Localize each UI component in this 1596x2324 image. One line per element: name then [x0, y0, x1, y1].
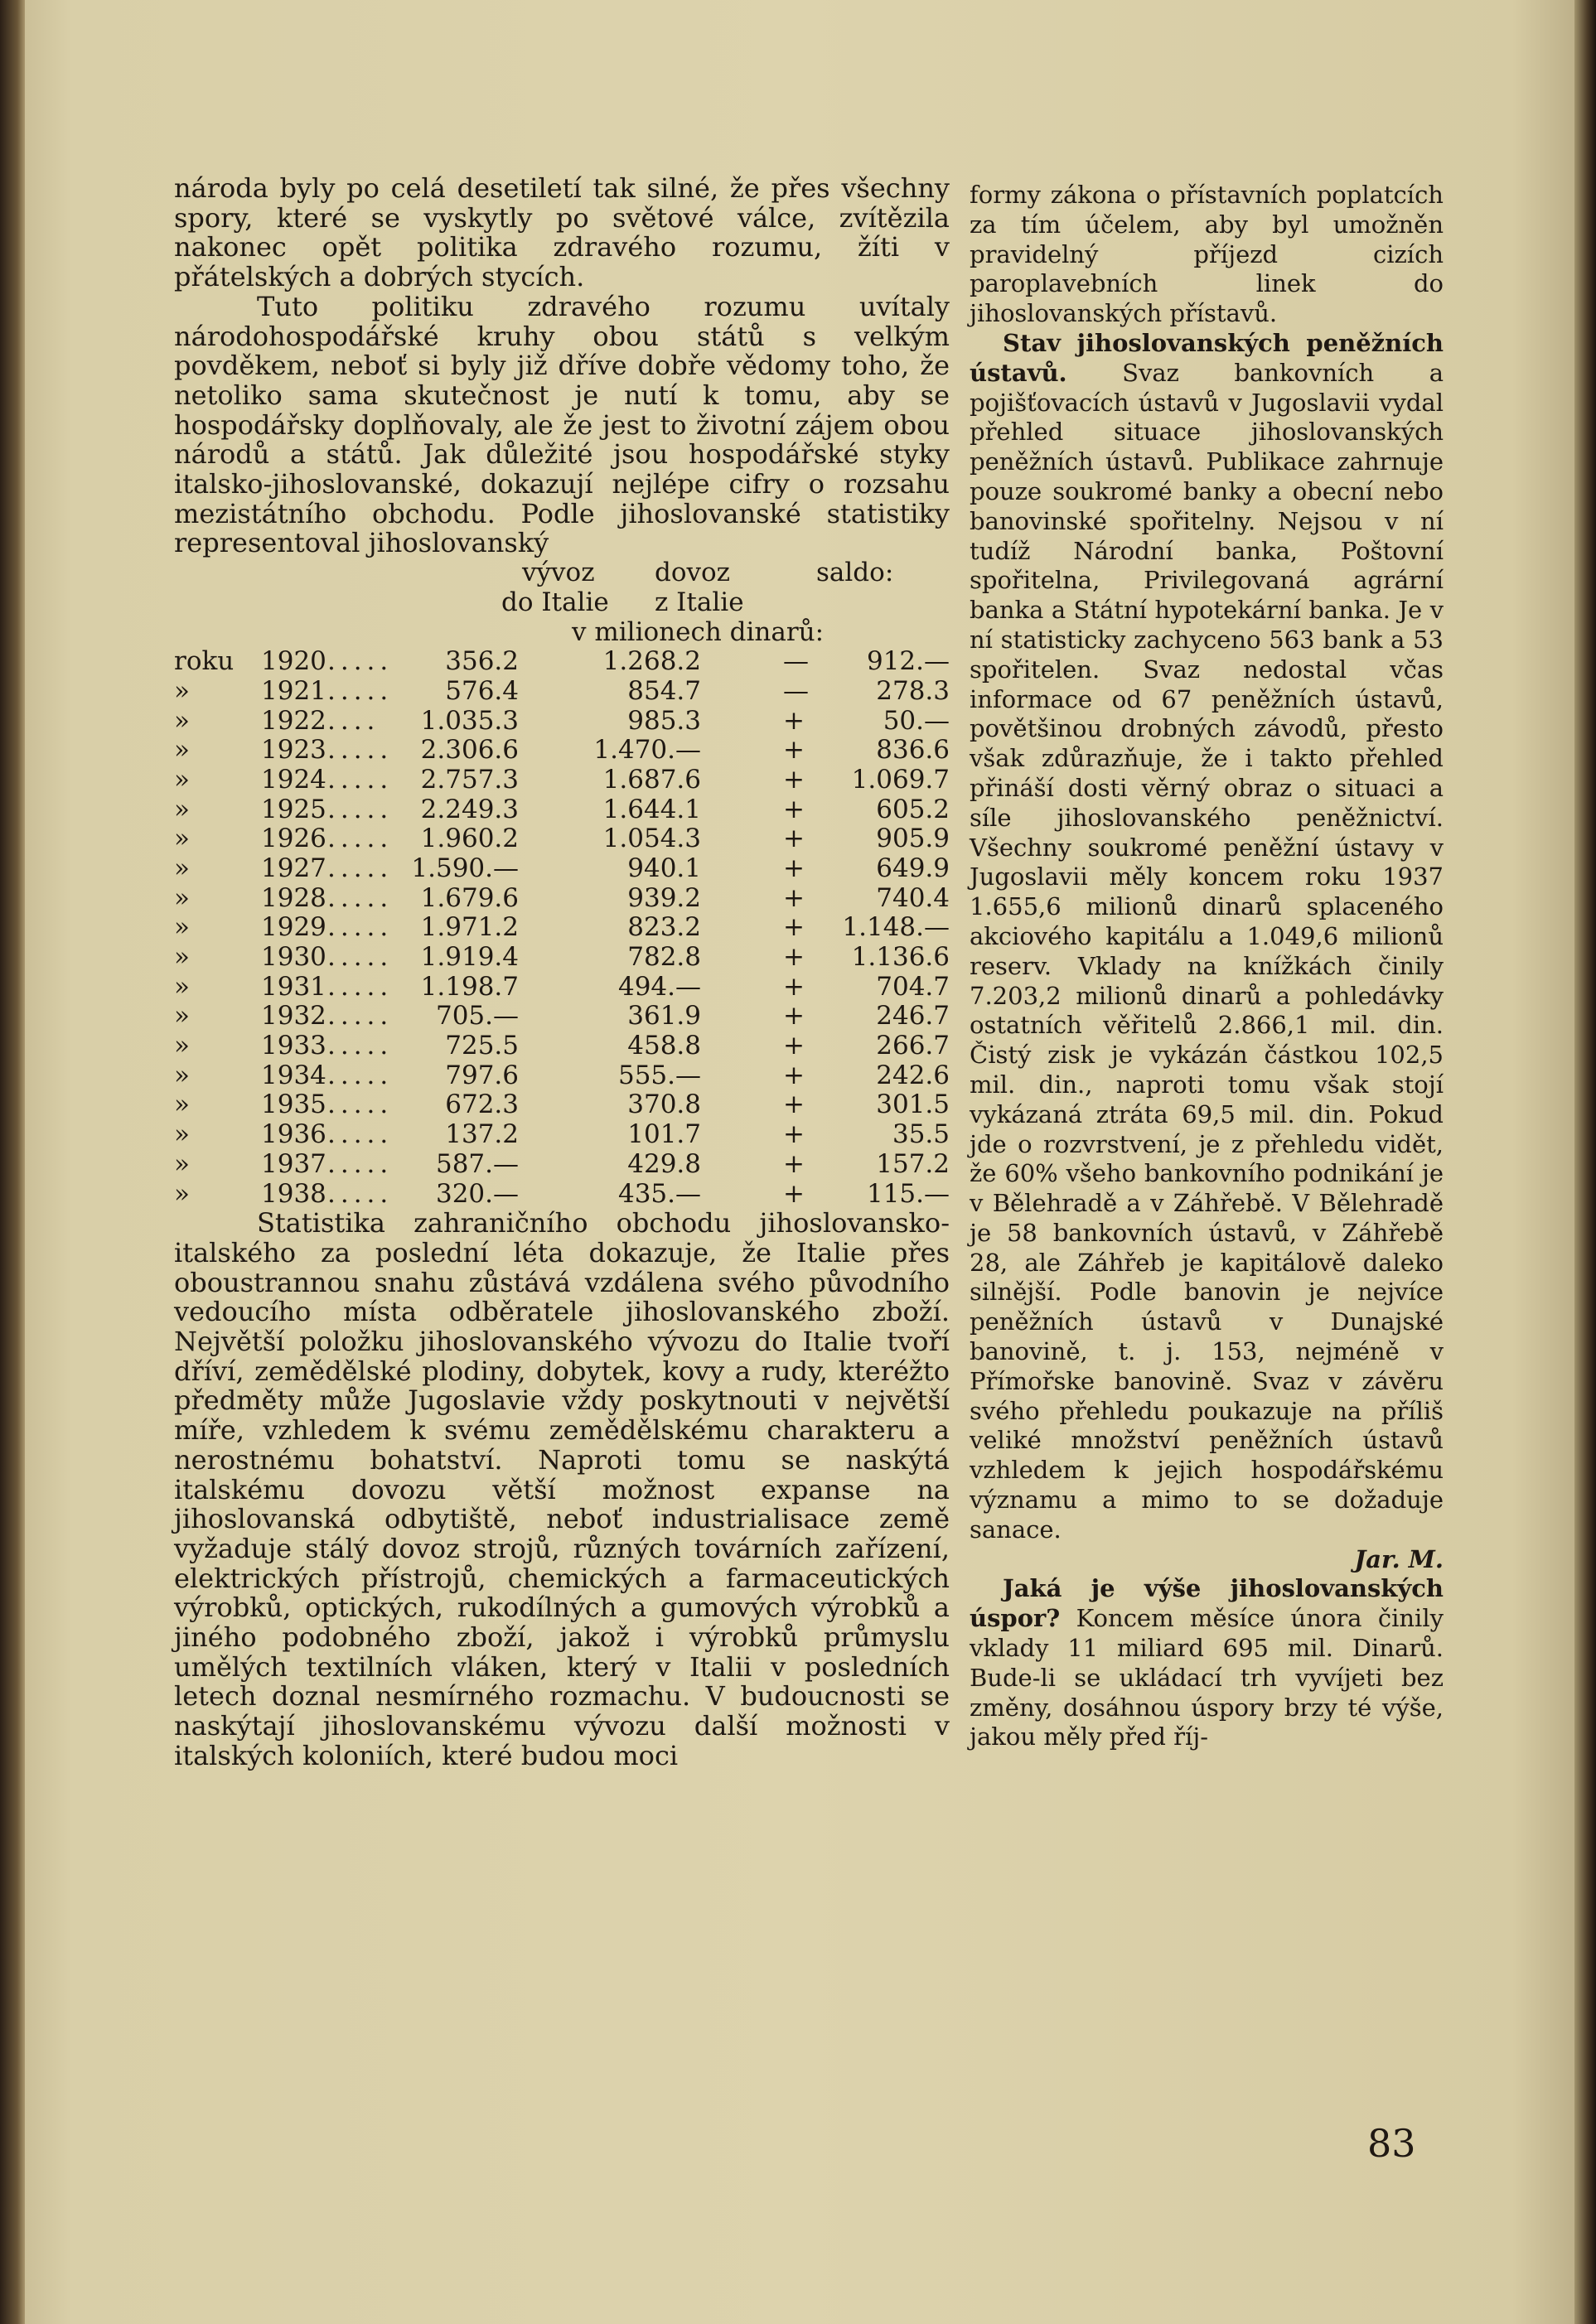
row-export-value: 356.2: [445, 646, 519, 677]
row-import-value: 458.8: [627, 1031, 701, 1061]
row-leader-dots: .....: [327, 853, 394, 883]
row-prefix: »: [174, 1119, 190, 1150]
row-saldo-sign: +: [783, 912, 805, 943]
row-year: 1932: [261, 1001, 326, 1032]
row-saldo-sign: +: [783, 1060, 805, 1090]
row-year: 1931: [261, 971, 326, 1002]
row-prefix: »: [174, 1178, 190, 1209]
row-saldo-sign: —: [783, 675, 809, 706]
trade-table-body: [174, 647, 950, 1209]
row-prefix: »: [174, 853, 190, 883]
row-leader-dots: .....: [327, 794, 394, 824]
row-saldo-sign: +: [783, 1090, 805, 1120]
row-year: 1938: [261, 1178, 326, 1209]
row-prefix: »: [174, 675, 190, 706]
row-saldo-sign: —: [783, 646, 809, 677]
book-page: [25, 0, 1574, 2324]
trade-table-row: [174, 677, 950, 707]
trade-table-row: [174, 795, 950, 825]
row-import-value: 1.470.—: [593, 735, 701, 766]
trade-table-row: [174, 1090, 950, 1120]
row-prefix: »: [174, 882, 190, 913]
row-prefix: »: [174, 735, 190, 766]
row-import-value: 435.—: [617, 1178, 701, 1209]
row-leader-dots: .....: [327, 764, 394, 795]
row-year: 1933: [261, 1031, 326, 1061]
row-saldo-sign: +: [783, 794, 805, 824]
trade-table-row: [174, 854, 950, 884]
row-year: 1924: [261, 764, 326, 795]
row-import-value: 101.7: [627, 1119, 701, 1150]
row-import-value: 1.268.2: [602, 646, 701, 677]
row-saldo-value: 115.—: [866, 1178, 950, 1209]
row-year: 1935: [261, 1090, 326, 1120]
row-prefix: »: [174, 1060, 190, 1090]
trade-table-row: [174, 884, 950, 914]
row-prefix: »: [174, 1031, 190, 1061]
row-prefix: »: [174, 971, 190, 1002]
trade-table-row: [174, 736, 950, 766]
row-prefix: »: [174, 705, 190, 736]
row-saldo-value: 35.5: [892, 1119, 950, 1150]
header-export-line2: do Italie: [501, 587, 609, 618]
book-spine-shadow: [0, 0, 25, 2324]
row-year: 1922: [261, 705, 326, 736]
row-import-value: 782.8: [627, 942, 701, 973]
row-prefix: »: [174, 1148, 190, 1179]
row-saldo-value: 301.5: [876, 1090, 950, 1120]
header-import-line2: z Italie: [655, 587, 744, 618]
row-import-value: 940.1: [627, 853, 701, 883]
trade-table-row: [174, 1120, 950, 1150]
page-edge-shadow: [1574, 0, 1596, 2324]
right-paragraph-3-body: Koncem měsíce února činily vklady 11 miliard 695 mil. Dinarů. Bude-li se ukládací trh vyvíjeti bez změny, dosáhnou úspory brzy té výše, jakou měly před říj-: [970, 1604, 1444, 1751]
row-saldo-value: 836.6: [876, 735, 950, 766]
row-saldo-sign: +: [783, 942, 805, 973]
row-export-value: 1.590.—: [411, 853, 519, 883]
row-leader-dots: .....: [327, 1090, 394, 1120]
row-export-value: 1.198.7: [420, 971, 519, 1002]
right-paragraph-2-body: Svaz bankovních a pojišťovacích ústavů v Jugoslavii vydal přehled situace jihoslovanských peněžních ústavů. Publikace zahrnuje pouze soukromé banky a obecní nebo banovinské spořitelny. Nejsou v ní tudíž Národní banka, Poštovní spořitelna, Privilegovaná agrární banka a Státní hypotekární banka. Je v ní statisticky zachyceno 563 bank a 53 spořitelen. Svaz nedostal včas informace od 67 peněžních ústavů, povětšinou drobných závodů, přesto však zdůrazňuje, že i takto přehled přináší dosti věrný obraz o situaci a síle jihoslovanského peněžnictví. Všechny soukromé peněžní ústavy v Jugoslavii měly koncem roku 1937 1.655,6 milionů dinarů splaceného akciového kapitálu a 1.049,6 milionů reserv. Vklady na knížkách činily 7.203,2 milionů dinarů a pohledávky ostatních věřitelů 2.866,1 mil. din. Čistý zisk je vykázán částkou 102,5 mil. din., naproti tomu však stojí vykázaná ztráta 69,5 mil. din. Pokud jde o rozvrstvení, je z přehledu vidět, že 60% všeho bankovního podnikání je v Bělehradě a v Záhřebě. V Bělehradě je 58 bankovních ústavů, v Záhřebě 28, ale Záhřeb je kapitálově daleko silnější. Podle banovin je nejvíce peněžních ústavů v Dunajské banovině, t. j. 153, nejméně v Přímořske banovině. Svaz v závěru svého přehledu poukazuje na příliš veliké množství peněžních ústavů vzhledem k jejich hospodářskému významu a mimo to se dožaduje sanace.: [970, 358, 1444, 1544]
right-column: [970, 181, 1444, 1752]
row-export-value: 705.—: [435, 1001, 519, 1032]
row-import-value: 1.644.1: [602, 794, 701, 824]
row-leader-dots: .....: [327, 1148, 394, 1179]
row-leader-dots: .....: [327, 735, 394, 766]
trade-table-row: [174, 1180, 950, 1210]
row-import-value: 823.2: [627, 912, 701, 943]
trade-table: [174, 558, 950, 1209]
row-year: 1937: [261, 1148, 326, 1179]
page-number: 83: [1367, 2121, 1416, 2166]
row-saldo-value: 912.—: [866, 646, 950, 677]
trade-table-row: [174, 913, 950, 943]
row-saldo-value: 157.2: [876, 1148, 950, 1179]
row-export-value: 576.4: [445, 675, 519, 706]
row-saldo-sign: +: [783, 705, 805, 736]
header-unit: v milionech dinarů:: [572, 617, 825, 648]
row-leader-dots: .....: [327, 1060, 394, 1090]
row-saldo-value: 649.9: [876, 853, 950, 883]
row-import-value: 939.2: [627, 882, 701, 913]
row-saldo-value: 246.7: [876, 1001, 950, 1032]
row-year: 1929: [261, 912, 326, 943]
row-saldo-value: 1.069.7: [851, 764, 950, 795]
author-signature: Jar. M.: [1354, 1544, 1444, 1573]
row-year: 1927: [261, 853, 326, 883]
row-prefix: »: [174, 764, 190, 795]
row-saldo-value: 704.7: [876, 971, 950, 1002]
row-year: 1926: [261, 824, 326, 854]
row-year: 1928: [261, 882, 326, 913]
trade-table-row: [174, 1002, 950, 1032]
row-leader-dots: .....: [327, 675, 394, 706]
row-saldo-value: 50.—: [883, 705, 950, 736]
row-saldo-value: 740.4: [876, 882, 950, 913]
row-export-value: 2.757.3: [420, 764, 519, 795]
row-leader-dots: .....: [327, 1031, 394, 1061]
row-leader-dots: .....: [327, 912, 394, 943]
trade-table-row: [174, 943, 950, 973]
row-prefix: »: [174, 912, 190, 943]
row-export-value: 137.2: [445, 1119, 519, 1150]
row-year: 1923: [261, 735, 326, 766]
row-leader-dots: .....: [327, 971, 394, 1002]
row-leader-dots: .....: [327, 942, 394, 973]
row-export-value: 320.—: [435, 1178, 519, 1209]
row-prefix: »: [174, 1090, 190, 1120]
row-year: 1930: [261, 942, 326, 973]
row-export-value: 1.919.4: [420, 942, 519, 973]
row-leader-dots: .....: [327, 824, 394, 854]
row-leader-dots: .....: [327, 1001, 394, 1032]
row-import-value: 494.—: [617, 971, 701, 1002]
row-import-value: 1.687.6: [602, 764, 701, 795]
row-saldo-sign: +: [783, 764, 805, 795]
row-prefix: »: [174, 794, 190, 824]
row-prefix: »: [174, 942, 190, 973]
row-export-value: 2.249.3: [420, 794, 519, 824]
row-import-value: 1.054.3: [602, 824, 701, 854]
row-year: 1925: [261, 794, 326, 824]
row-saldo-sign: +: [783, 1031, 805, 1061]
row-import-value: 854.7: [627, 675, 701, 706]
row-year: 1921: [261, 675, 326, 706]
trade-table-row: [174, 707, 950, 737]
row-saldo-sign: +: [783, 1119, 805, 1150]
row-prefix: »: [174, 1001, 190, 1032]
row-saldo-value: 278.3: [876, 675, 950, 706]
row-import-value: 370.8: [627, 1090, 701, 1120]
row-saldo-value: 1.136.6: [851, 942, 950, 973]
row-leader-dots: .....: [327, 882, 394, 913]
row-saldo-sign: +: [783, 853, 805, 883]
header-export-line1: vývoz: [522, 558, 595, 588]
row-saldo-value: 1.148.—: [842, 912, 950, 943]
row-saldo-sign: +: [783, 1178, 805, 1209]
row-export-value: 1.971.2: [420, 912, 519, 943]
row-export-value: 587.—: [435, 1148, 519, 1179]
right-paragraph-2: [970, 329, 1444, 1545]
left-paragraph-3: Statistika zahraničního obchodu jihoslovansko-italského za poslední léta dokazuje, že Italie přes oboustrannou snahu zůstává vzdálena svého původního vedoucího místa odběratele jihoslovanského zboží. Největší položku jihoslovanského vývozu do Italie tvoří dříví, zemědělské plodiny, dobytek, kovy a rudy, kteréžto předměty může Jugoslavie vždy poskytnouti v největší míře, vzhledem k svému zemědělskému charakteru a nerostnému bohatství. Naproti tomu se naskýtá italskému dovozu větší možnost expanse na jihoslovanská odbytiště, neboť industrialisace země vyžaduje stálý dovoz strojů, různých továrních zařízení, elektrických přístrojů, chemických a farmaceutických výrobků, optických, rukodílných a gumových výrobků a jiného podobného zboží, jakož i výrobků průmyslu umělých textilních vláken, který v Italii v posledních letech doznal nesmírného rozmachu. V budoucnosti se naskýtají jihoslovanskému vývozu další možnosti v italských koloniích, které budou moci: [174, 1207, 950, 1771]
row-saldo-sign: +: [783, 1001, 805, 1032]
row-saldo-sign: +: [783, 882, 805, 913]
row-leader-dots: .....: [327, 1178, 394, 1209]
row-import-value: 361.9: [627, 1001, 701, 1032]
row-prefix: roku: [174, 646, 235, 677]
trade-table-row: [174, 973, 950, 1003]
row-saldo-value: 905.9: [876, 824, 950, 854]
left-paragraph-1: národa byly po celá desetiletí tak silné, že přes všechny spory, které se vyskytly po světové válce, zvítězila nakonec opět politika zdravého rozumu, žíti v přátelských a dobrých stycích.: [174, 172, 950, 293]
row-saldo-value: 266.7: [876, 1031, 950, 1061]
row-leader-dots: .....: [327, 1119, 394, 1150]
left-column: [174, 174, 950, 1771]
row-export-value: 2.306.6: [420, 735, 519, 766]
row-year: 1936: [261, 1119, 326, 1150]
right-paragraph-3: [970, 1574, 1444, 1752]
row-export-value: 1.679.6: [420, 882, 519, 913]
row-saldo-sign: +: [783, 971, 805, 1002]
trade-table-row: [174, 1061, 950, 1091]
row-import-value: 555.—: [617, 1060, 701, 1090]
row-import-value: 985.3: [627, 705, 701, 736]
row-export-value: 725.5: [445, 1031, 519, 1061]
row-leader-dots: ....: [327, 705, 380, 736]
row-export-value: 1.960.2: [420, 824, 519, 854]
section-heading-banks: Stav jihoslovanských peněžních ústavů.: [970, 328, 1444, 387]
row-saldo-sign: +: [783, 1148, 805, 1179]
trade-table-row: [174, 647, 950, 677]
trade-table-header: [174, 558, 950, 647]
row-leader-dots: .....: [327, 646, 394, 677]
row-prefix: »: [174, 824, 190, 854]
trade-table-row: [174, 1150, 950, 1180]
left-paragraph-2: Tuto politiku zdravého rozumu uvítaly národohospodářské kruhy obou států s velkým povděkem, neboť si byly již dříve dobře vědomy toho, že netoliko sama skutečnost je nutí k tomu, aby se hospodářsky doplňovaly, ale že jest to životní zájem obou národů a států. Jak důležité jsou hospodářské styky italsko-jihoslovanské, dokazují nejlépe cifry o rozsahu mezistátního obchodu. Podle jihoslovanské statistiky representoval jihoslovanský: [174, 290, 950, 559]
row-saldo-sign: +: [783, 824, 805, 854]
row-year: 1920: [261, 646, 326, 677]
row-saldo-value: 242.6: [876, 1060, 950, 1090]
row-import-value: 429.8: [627, 1148, 701, 1179]
trade-table-row: [174, 1032, 950, 1061]
right-paragraph-1: formy zákona o přístavních poplatcích za tím účelem, aby byl umožněn pravidelný příjezd cizích paroplavebních linek do jihoslovanských přístavů.: [970, 181, 1444, 328]
row-year: 1934: [261, 1060, 326, 1090]
row-saldo-sign: +: [783, 735, 805, 766]
row-export-value: 1.035.3: [420, 705, 519, 736]
row-export-value: 797.6: [445, 1060, 519, 1090]
trade-table-row: [174, 766, 950, 795]
trade-table-row: [174, 824, 950, 854]
header-saldo: saldo:: [816, 558, 894, 588]
header-import-line1: dovoz: [655, 558, 731, 588]
row-export-value: 672.3: [445, 1090, 519, 1120]
section-heading-savings: Jaká je výše jihoslovanských úspor?: [970, 1574, 1444, 1633]
row-saldo-value: 605.2: [876, 794, 950, 824]
